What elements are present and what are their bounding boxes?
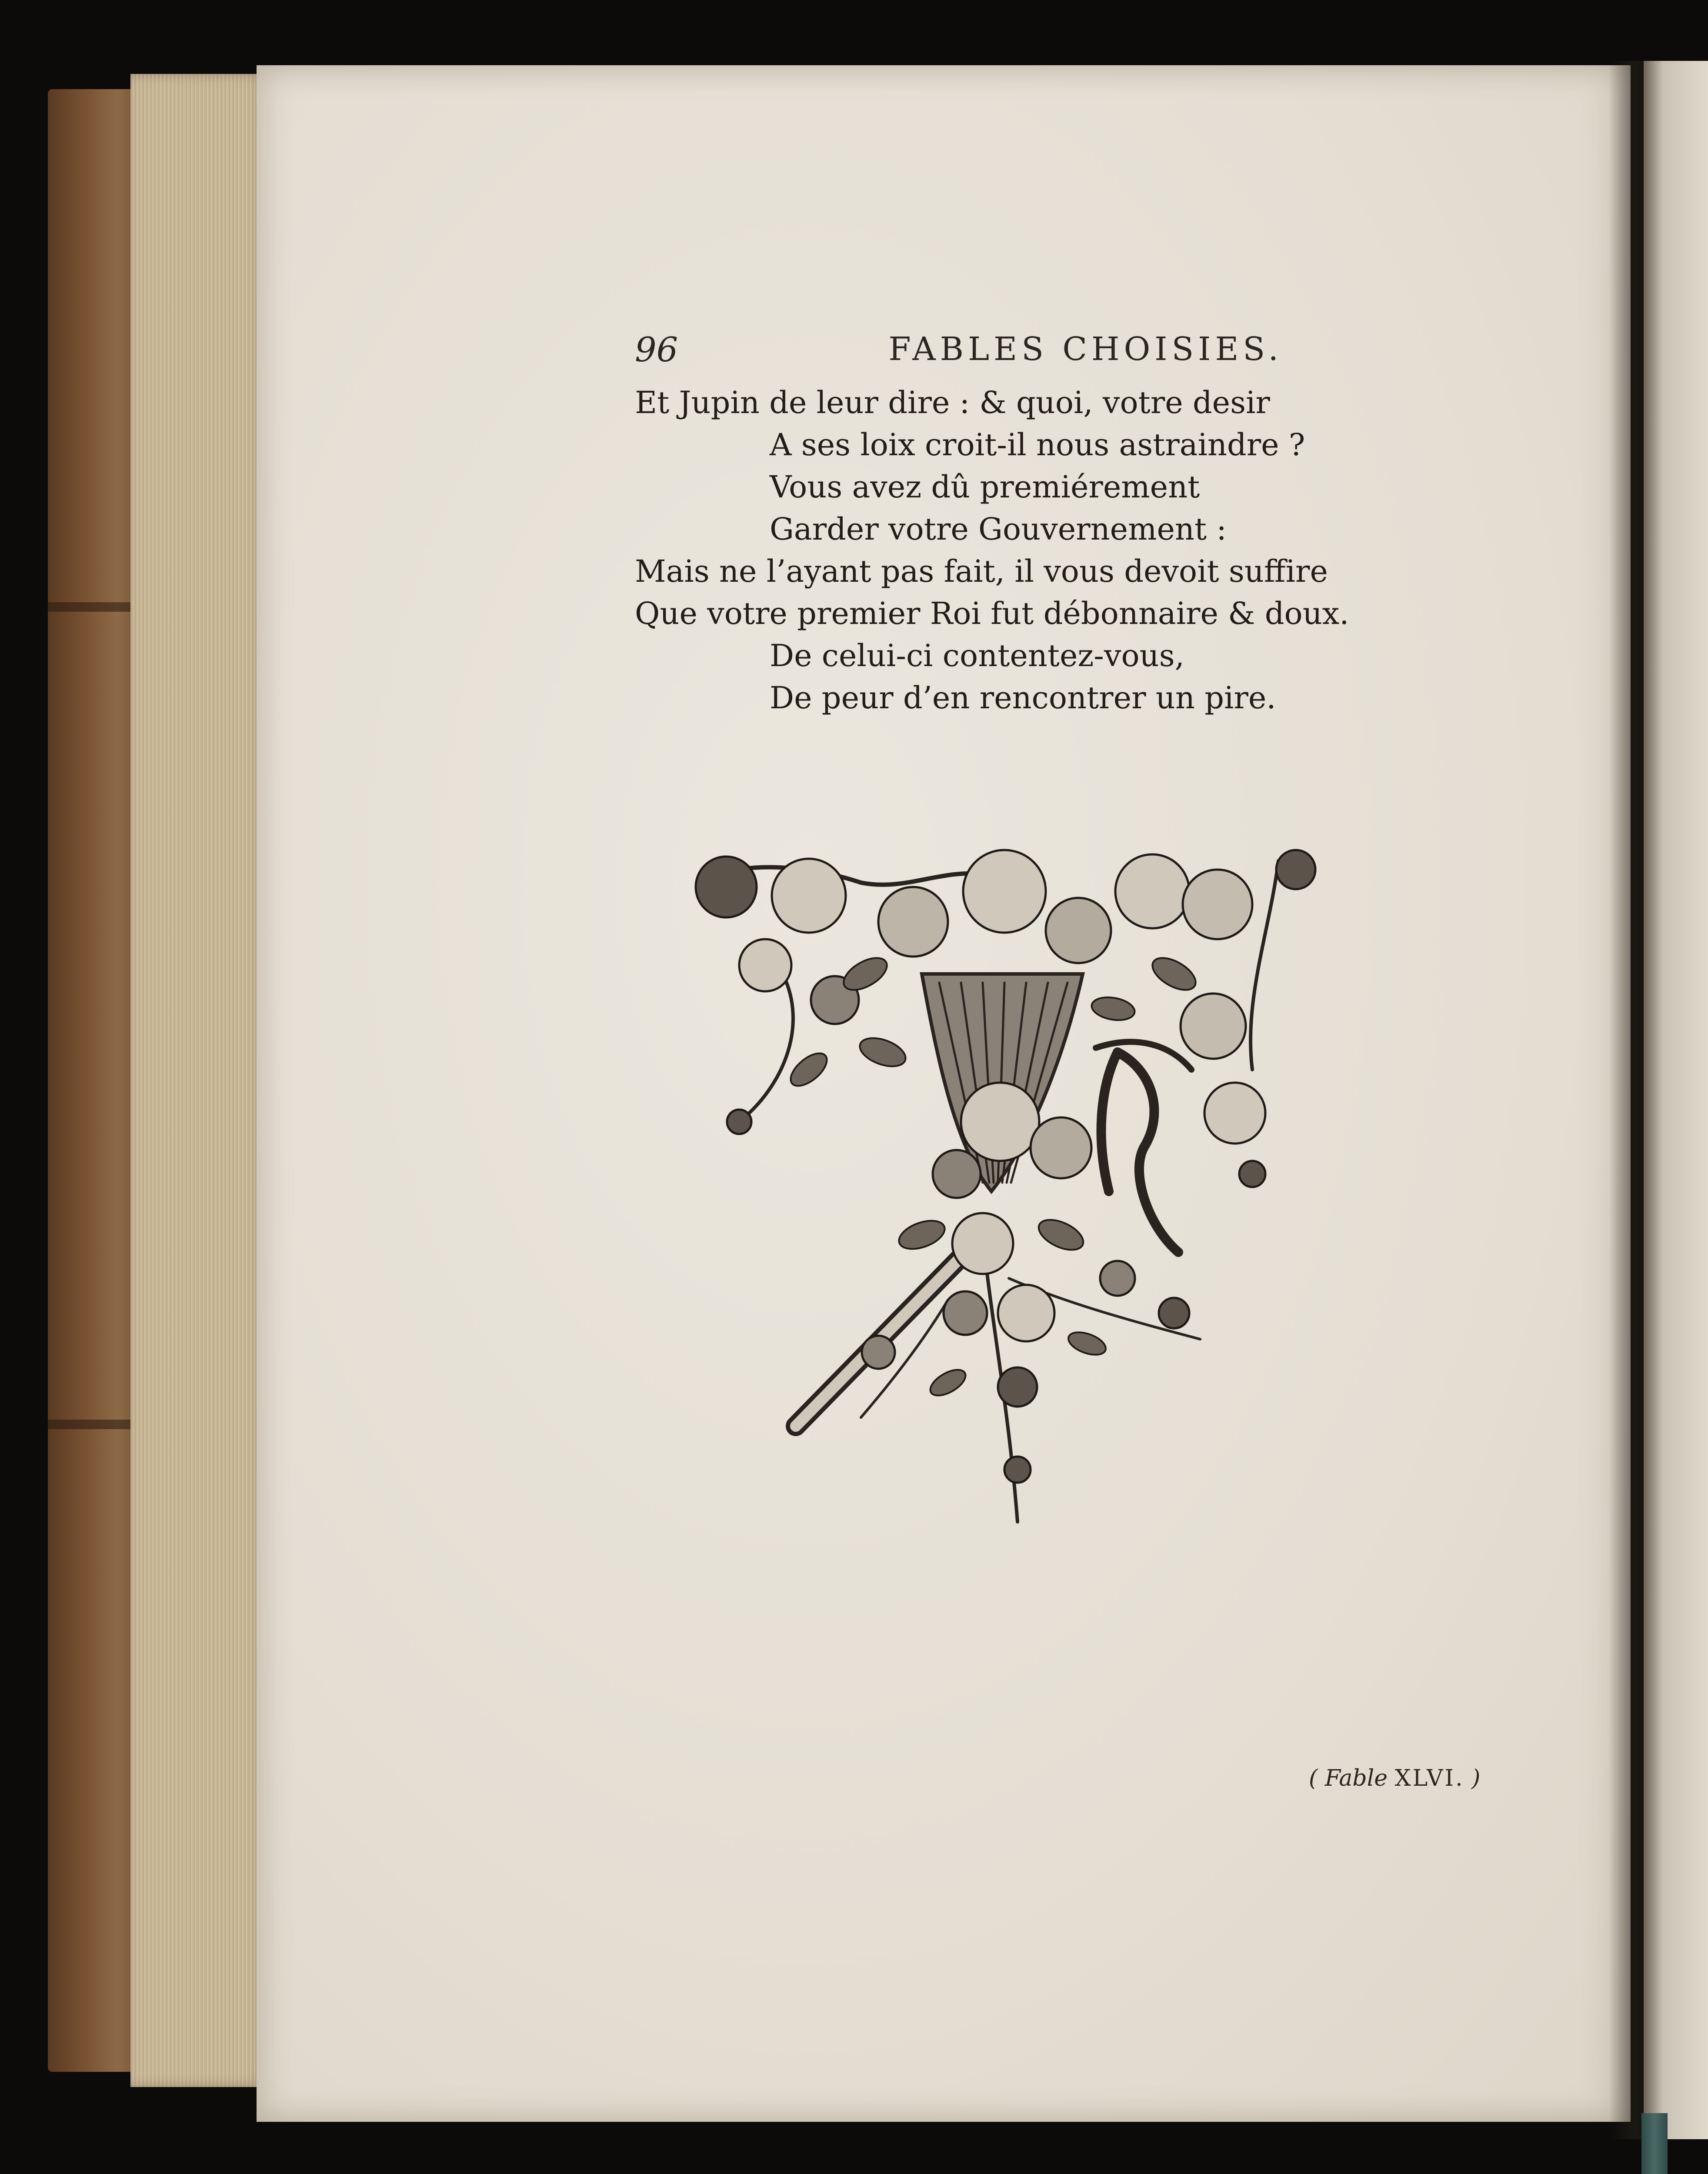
poem-line: Vous avez dû premiérement bbox=[770, 469, 1200, 505]
catchword bbox=[1309, 1765, 1480, 1791]
bookmark-ribbon bbox=[1641, 2113, 1668, 2174]
running-title: FABLES CHOISIES. bbox=[888, 330, 1283, 368]
poem-text bbox=[635, 382, 1374, 719]
catchword-close-paren: ) bbox=[1471, 1765, 1481, 1791]
catchword-numeral: XLVI. bbox=[1394, 1765, 1464, 1791]
catchword-open-paren: ( bbox=[1309, 1765, 1318, 1791]
page-edges bbox=[130, 74, 265, 2087]
catchword-fable: Fable bbox=[1324, 1765, 1388, 1791]
flower-basket-vignette-icon bbox=[678, 844, 1357, 1548]
poem-line: Que votre premier Roi fut débonnaire & doux. bbox=[635, 596, 1349, 631]
poem-line: De celui-ci contentez-vous, bbox=[770, 638, 1184, 674]
poem-line: A ses loix croit-il nous astraindre ? bbox=[770, 427, 1305, 463]
poem-line: Et Jupin de leur dire : & quoi, votre desir bbox=[635, 385, 1270, 420]
poem-line: Garder votre Gouvernement : bbox=[770, 511, 1227, 547]
page-header bbox=[635, 330, 1283, 378]
page-number: 96 bbox=[635, 330, 678, 370]
poem-line: Mais ne l’ayant pas fait, il vous devoit suffire bbox=[635, 554, 1328, 589]
poem-line: De peur d’en rencontrer un pire. bbox=[770, 680, 1276, 716]
facing-page-edge bbox=[1644, 61, 1708, 2139]
